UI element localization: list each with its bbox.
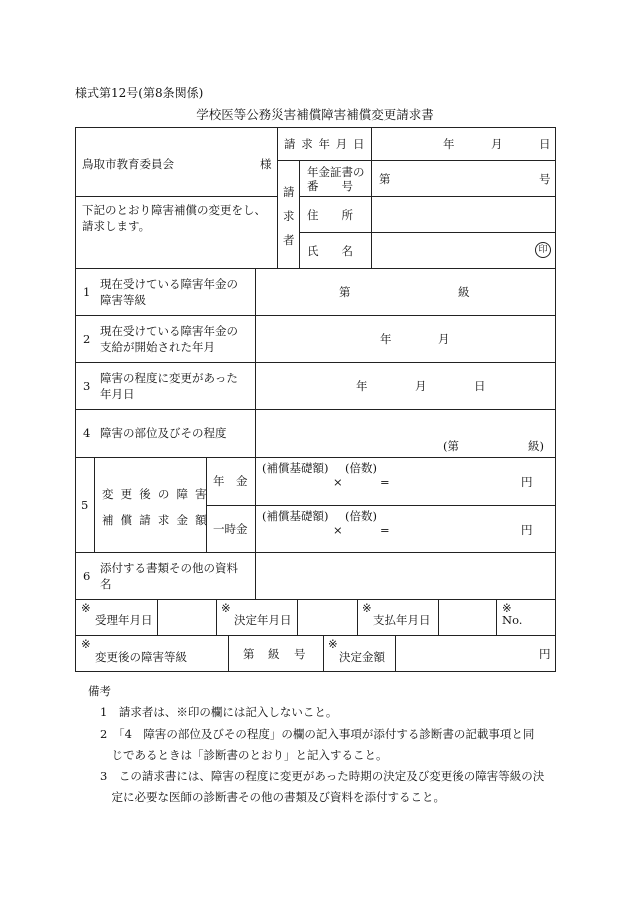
- decided-date-label: 決定年月日: [234, 613, 292, 627]
- item-6-number: 6: [83, 569, 91, 583]
- honorific: 様: [260, 157, 272, 171]
- item-3-day: 日: [474, 379, 486, 393]
- item-6-label-2: 名: [100, 577, 112, 591]
- grade-after-label: 変更後の障害等級: [95, 650, 187, 664]
- office-mark: ※: [81, 601, 91, 615]
- request-text: 下記のとおり障害補償の変更をし、: [82, 203, 266, 217]
- item-2-year: 年: [380, 332, 392, 346]
- form-title: 学校医等公務災害補償障害補償変更請求書: [196, 107, 434, 122]
- grade-dai: 第: [243, 647, 255, 661]
- request-text-2: 請求します。: [82, 219, 151, 233]
- item-4-label: 障害の部位及びその程度: [100, 426, 227, 440]
- office-mark-6: ※: [328, 637, 338, 651]
- item-5-label-2: 補償請求金額: [102, 513, 214, 527]
- item-5-label: 変更後の障害: [102, 487, 214, 501]
- item-2-month: 月: [438, 332, 450, 346]
- paid-date-label: 支払年月日: [373, 613, 431, 627]
- form-number: 様式第12号(第8条関係): [75, 86, 204, 100]
- decided-amount-label: 決定金額: [339, 650, 385, 664]
- item-4-dai: (第: [443, 439, 459, 453]
- item-3-label: 障害の程度に変更があった: [100, 371, 238, 385]
- note-2-cont: じであるときは「診断書のとおり」と記入すること。: [100, 747, 388, 762]
- claimant-label-2: 求: [283, 209, 295, 223]
- lump-yen: 円: [521, 523, 533, 537]
- office-mark-4: ※: [502, 601, 512, 615]
- grade-kyu: 級: [268, 647, 280, 661]
- item-5-number: 5: [81, 498, 89, 512]
- item-6-label: 添付する書類その他の資料: [100, 561, 238, 575]
- pension-base-label: (補償基礎額): [262, 461, 329, 475]
- request-year-unit: 年: [443, 137, 455, 151]
- lump-sum-label: 一時金: [213, 522, 248, 536]
- request-date-label: 請求年月日: [284, 137, 371, 151]
- pension-eq: =: [380, 475, 390, 489]
- office-mark-2: ※: [221, 601, 231, 615]
- note-1: 1 請求者は、※印の欄には記入しないこと。: [100, 705, 338, 720]
- name-label: 氏 名: [307, 244, 353, 258]
- claimant-label-3: 者: [283, 233, 295, 247]
- notes-heading: 備考: [88, 684, 111, 698]
- notes-section: [88, 681, 544, 809]
- item-3-number: 3: [83, 379, 91, 393]
- received-date-label: 受理年月日: [95, 613, 153, 627]
- addressee: 鳥取市教育委員会: [82, 157, 174, 171]
- item-4-number: 4: [83, 426, 91, 440]
- item-4-kyu: 級): [528, 439, 544, 453]
- claimant-label-1: 請: [283, 185, 295, 199]
- decided-amount-yen: 円: [539, 647, 551, 661]
- item-1-label-2: 障害等級: [100, 293, 146, 307]
- pension-no-dai: 第: [379, 172, 391, 186]
- item-1-label: 現在受けている障害年金の: [100, 277, 238, 291]
- item-2-label: 現在受けている障害年金の: [100, 324, 238, 338]
- item-1-number: 1: [83, 285, 91, 299]
- pension-times: ×: [333, 475, 343, 489]
- lump-mult-label: (倍数): [345, 509, 377, 523]
- seal-mark: 印: [535, 242, 551, 258]
- item-1-dai: 第: [339, 285, 351, 299]
- note-2: 2 「4 障害の部位及びその程度」の欄の記入事項が添付する診断書の記載事項と同: [100, 726, 535, 741]
- note-3: 3 この請求書には、障害の程度に変更があった時期の決定及び変更後の障害等級の決: [100, 769, 545, 784]
- item-3-year: 年: [356, 379, 368, 393]
- pension-no-label: 年金証書の: [307, 165, 365, 179]
- pension-no-go: 号: [539, 172, 551, 186]
- address-label: 住 所: [307, 208, 353, 222]
- item-3-label-2: 年月日: [100, 387, 135, 401]
- grade-go: 号: [294, 647, 306, 661]
- request-month-unit: 月: [491, 137, 503, 151]
- item-2-number: 2: [83, 332, 91, 346]
- request-day-unit: 日: [539, 137, 551, 151]
- lump-base-label: (補償基礎額): [262, 509, 329, 523]
- office-mark-3: ※: [362, 601, 372, 615]
- pension-no-label-2: 番 号: [307, 179, 353, 193]
- item-3-month: 月: [415, 379, 427, 393]
- lump-eq: =: [380, 523, 390, 537]
- pension-label: 年 金: [213, 474, 248, 488]
- office-no-label: No.: [502, 613, 523, 627]
- item-2-label-2: 支給が開始された年月: [100, 340, 215, 354]
- pension-yen: 円: [521, 475, 533, 489]
- note-3-cont: 定に必要な医師の診断書その他の書類及び資料を添付すること。: [100, 790, 445, 805]
- office-mark-5: ※: [81, 637, 91, 651]
- pension-mult-label: (倍数): [345, 461, 377, 475]
- item-1-kyu: 級: [458, 285, 470, 299]
- lump-times: ×: [333, 523, 343, 537]
